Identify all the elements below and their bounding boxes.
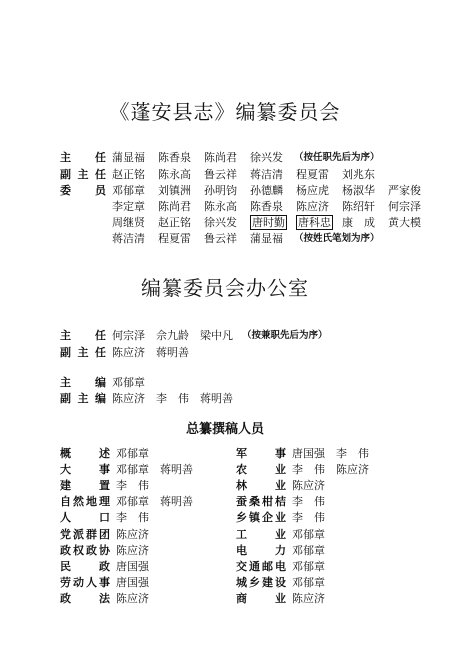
author-name: 李 伟 — [292, 495, 325, 509]
person-name: 杨淑华 — [342, 184, 375, 197]
role-label: 军 事 — [236, 447, 286, 460]
author-name: 陈应济 — [336, 463, 369, 477]
person-name: 赵正铭 — [112, 168, 145, 181]
role-label: 劳 动 人 事 — [60, 575, 110, 589]
role-label: 主 任 — [60, 151, 106, 164]
person-name: 蒋洁清 — [112, 232, 145, 245]
role-label: 政 权 政 协 — [60, 543, 110, 557]
role-label: 副 主 任 — [60, 346, 106, 359]
role-label: 副 主 任 — [60, 168, 106, 181]
authors-title: 总纂撰稿人员 — [185, 422, 264, 437]
author-name: 陈应济 — [292, 591, 325, 605]
author-name: 陈应济 — [292, 479, 325, 493]
person-name: 唐科忠 — [298, 216, 331, 229]
person-name: 程夏雷 — [296, 168, 329, 181]
person-name: 鲁云祥 — [204, 168, 237, 181]
person-name: 康 成 — [342, 216, 375, 229]
role-label: 电 力 — [236, 543, 286, 557]
author-name: 李 伟 — [336, 447, 369, 460]
author-name: 邓郁章 — [116, 447, 149, 460]
person-name: 陈绍轩 — [342, 200, 375, 213]
role-label: 主 任 — [60, 329, 106, 342]
role-label: 商 业 — [236, 591, 286, 605]
author-name: 蒋明善 — [160, 463, 193, 477]
author-name: 邓郁章 — [292, 527, 325, 541]
person-name: 陈尚君 — [204, 151, 237, 164]
person-name: 蒋洁清 — [250, 168, 283, 181]
role-label: 农 业 — [236, 463, 286, 477]
role-label: 副 主 编 — [60, 392, 106, 405]
person-name: 陈永高 — [158, 168, 191, 181]
person-name: 何宗泽 — [388, 200, 421, 213]
person-name: 邓郁章 — [112, 184, 145, 197]
order-note: （按任职先后为序） — [294, 152, 380, 163]
person-name: 李定章 — [112, 200, 145, 213]
person-name: 蒲显福 — [250, 232, 283, 245]
person-name: 周继贤 — [112, 216, 145, 229]
person-name: 孙明钧 — [204, 184, 237, 197]
person-name: 徐兴发 — [250, 151, 283, 164]
person-name: 蒋明善 — [156, 346, 189, 359]
author-name: 邓郁章 — [292, 543, 325, 557]
office-title: 编纂委员会办公室 — [141, 276, 309, 300]
author-name: 唐国强 — [116, 575, 149, 589]
person-name: 陈香泉 — [158, 151, 191, 164]
person-name: 何宗泽 — [112, 329, 145, 342]
author-name: 陈应济 — [116, 527, 149, 541]
role-label: 交 通 邮 电 — [236, 559, 286, 573]
person-name: 唐时勤 — [252, 216, 285, 229]
author-name: 唐国强 — [292, 447, 325, 460]
person-name: 孙德麟 — [250, 184, 283, 197]
role-label: 民 政 — [60, 559, 110, 573]
role-label: 党 派 群 团 — [60, 527, 110, 541]
author-name: 唐国强 — [116, 559, 149, 573]
page-title: 《蓬安县志》编纂委员会 — [109, 100, 341, 124]
person-name: 黄大模 — [388, 216, 421, 229]
role-label: 蚕 桑 柑 桔 — [236, 495, 286, 509]
person-name: 陈应济 — [112, 392, 145, 405]
person-name: 刘镇洲 — [158, 184, 191, 197]
author-name: 陈应济 — [116, 543, 149, 557]
role-label: 委 员 — [60, 184, 106, 197]
person-name: 梁中凡 — [200, 329, 233, 342]
author-name: 邓郁章 — [292, 559, 325, 573]
person-name: 程夏雷 — [158, 232, 191, 245]
author-name: 李 伟 — [292, 511, 325, 525]
role-label: 乡 镇 企 业 — [236, 511, 286, 525]
role-label: 政 法 — [60, 591, 110, 605]
role-label: 人 口 — [60, 511, 110, 525]
role-label: 大 事 — [60, 463, 110, 477]
author-name: 陈应济 — [116, 591, 149, 605]
role-label: 林 业 — [236, 479, 286, 493]
role-label: 城 乡 建 设 — [236, 575, 286, 589]
person-name: 邓郁章 — [112, 376, 145, 389]
author-name: 邓郁章 — [292, 575, 325, 589]
order-note: （按兼职先后为序） — [242, 330, 328, 341]
role-label: 主 编 — [60, 376, 106, 389]
role-label: 工 业 — [236, 527, 286, 541]
person-name: 陈香泉 — [250, 200, 283, 213]
person-name: 刘兆东 — [342, 168, 375, 181]
person-name: 陈永高 — [204, 200, 237, 213]
author-name: 李 伟 — [292, 463, 325, 477]
author-name: 邓郁章 — [116, 463, 149, 477]
person-name: 蒲显福 — [112, 151, 145, 164]
author-name: 李 伟 — [116, 479, 149, 493]
person-name: 陈应济 — [112, 346, 145, 359]
person-name: 李 伟 — [156, 392, 189, 405]
role-label: 概 述 — [60, 447, 110, 460]
person-name: 杨应虎 — [296, 184, 329, 197]
person-name: 陈应济 — [296, 200, 329, 213]
author-name: 李 伟 — [116, 511, 149, 525]
author-name: 邓郁章 — [116, 495, 149, 509]
author-name: 蒋明善 — [160, 495, 193, 509]
person-name: 赵正铭 — [158, 216, 191, 229]
role-label: 自 然 地 理 — [60, 495, 110, 509]
person-name: 蒋明善 — [200, 392, 233, 405]
person-name: 徐兴发 — [204, 216, 237, 229]
role-label: 建 置 — [60, 479, 110, 493]
person-name: 鲁云祥 — [204, 232, 237, 245]
person-name: 陈尚君 — [158, 200, 191, 213]
person-name: 佘九龄 — [156, 329, 189, 342]
person-name: 严家俊 — [388, 184, 421, 197]
order-note: （按姓氏笔划为序） — [294, 233, 380, 244]
